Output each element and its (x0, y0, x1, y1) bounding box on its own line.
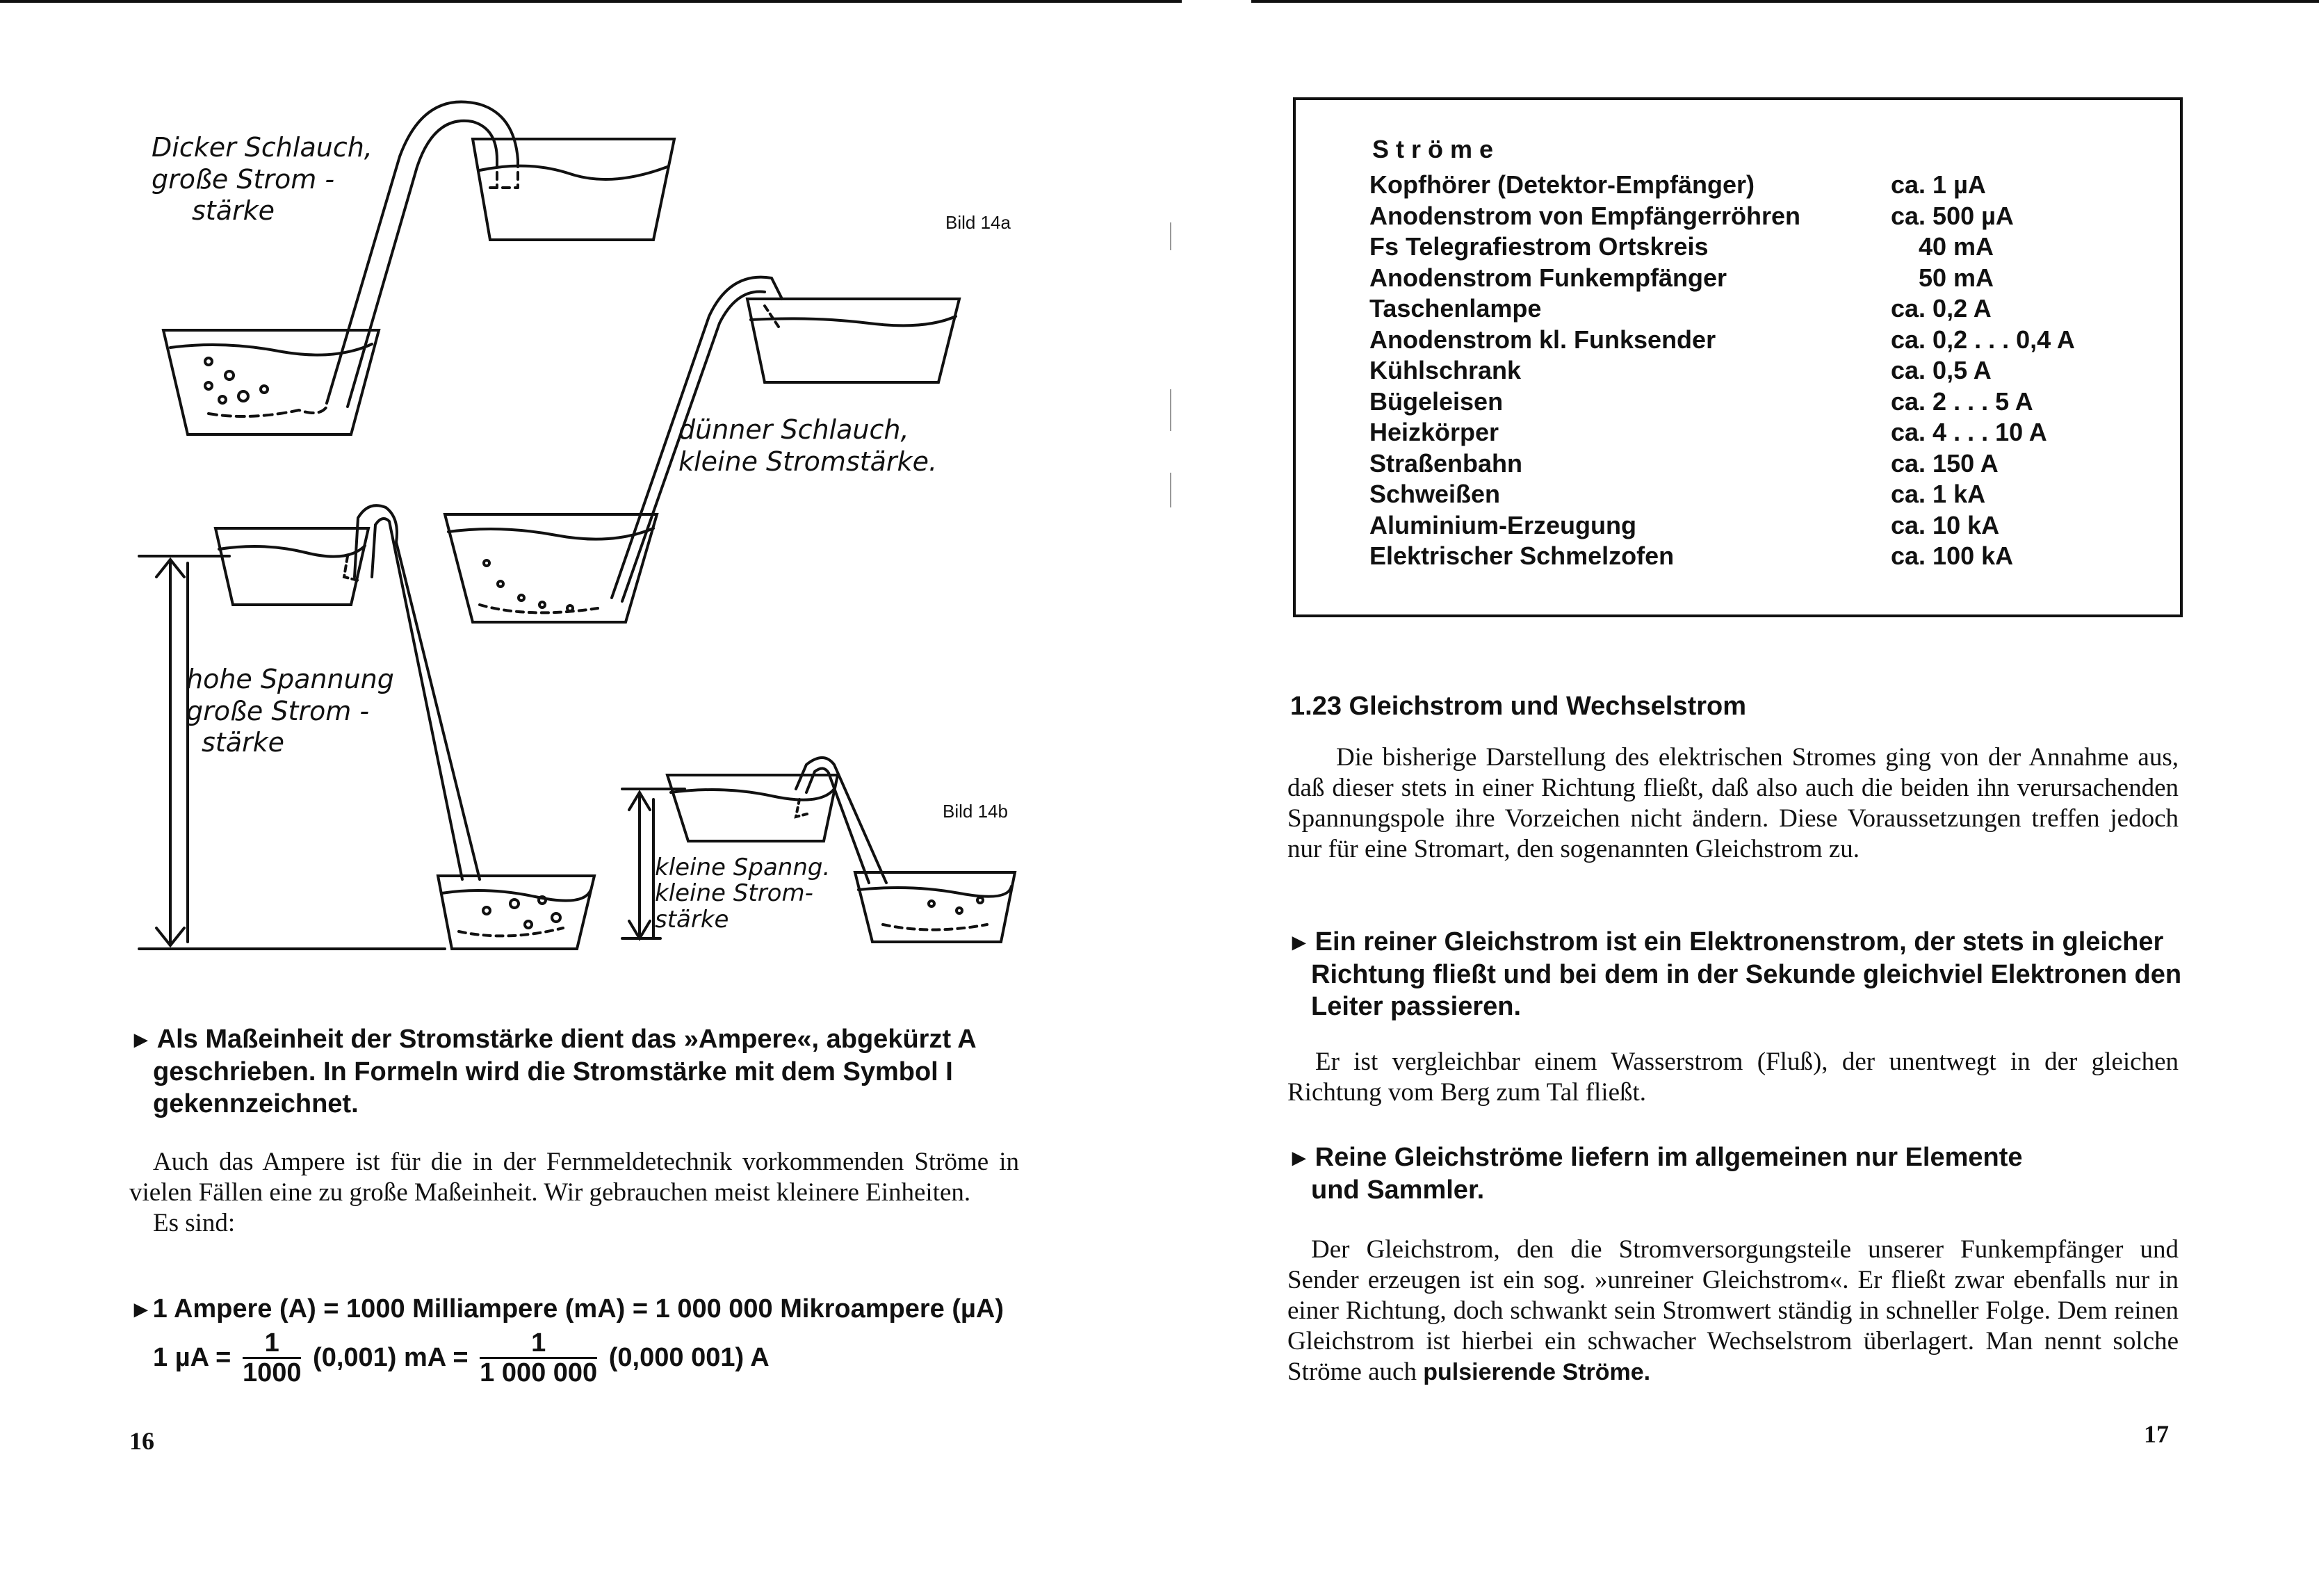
table-row: Schweißen ca. 1 kA (1369, 480, 1986, 509)
formula-ampere-conversion: ►1 Ampere (A) = 1000 Milliampere (mA) = 1 000 000 Mikroampere (µA) (129, 1294, 1004, 1324)
fraction-1-over-1000: $\frac{1}{1000}$ (242, 1328, 302, 1387)
page-number-right: 17 (2144, 1420, 2169, 1448)
body-paragraph-wasserstrom: Er ist vergleichbar einem Wasserstrom (Fluß), der unentwegt in der gleichen Richtung vom Berg zum Tal fließt. (1287, 1048, 2179, 1107)
table-row: Anodenstrom kl. Funksender ca. 0,2 . . . 0,4 A (1369, 325, 2075, 354)
body-paragraph-gleichstrom: Die bisherige Darstellung des elektrischen Stromes ging von der Annahme aus, daß dieser stets in einer Richtung fließt, daß also auch die beiden ihn verursachenden Spannungspole ihre Vorzeichen nicht ändern. Diese Voraussetzungen treffen jedoch nur für eine Stromart, den sogenannten Gleichstrom zu. (1287, 743, 2179, 863)
triangle-marker-icon: ► (1287, 1145, 1311, 1171)
table-row: Aluminium-Erzeugung ca. 10 kA (1369, 510, 2000, 539)
page-number-left: 16 (129, 1427, 154, 1455)
caption-bild-14b: Bild 14b (943, 801, 1008, 822)
table-row: Straßenbahn ca. 150 A (1369, 448, 1999, 478)
body-paragraph-unreiner-gleichstrom: Der Gleichstrom, den die Stromversorgungsteile unserer Funkempfänger und Sender erzeugen ist ein sog. »unreiner Gleichstrom«. Er fließt zwar ebenfalls nur in einer Richtung, doch schwankt sein Stromwert ständig in schneller Folge. Dem reinen Gleichstrom ist hierbei ein schwacher Wechselstrom überlagert. Man nennt solche Ströme auch pulsierende Ströme. (1287, 1235, 2179, 1386)
table-row: Heizkörper ca. 4 . . . 10 A (1369, 418, 2047, 447)
table-row: Kopfhörer (Detektor-Empfänger) ca. 1 µA (1369, 170, 1986, 200)
table-row: Taschenlampe ca. 0,2 A (1369, 294, 1992, 323)
margin-mark (1170, 222, 1171, 250)
table-row: Bügeleisen ca. 2 . . . 5 A (1369, 386, 2033, 416)
label-hohe-spannung: hohe Spannung große Strom - stärke (186, 664, 394, 758)
top-border-right (1251, 0, 2319, 3)
rule-ampere-definition: ► Als Maßeinheit der Stromstärke dient das »Ampere«, abgekürzt A geschrieben. In Formeln wird die Stromstärke mit dem Symbol I gekennzeichnet. (129, 1025, 977, 1118)
rule-reiner-gleichstrom: ► Ein reiner Gleichstrom ist ein Elektronenstrom, der stets in gleicher Richtung fließt und bei dem in der Sekunde gleichviel Elektronen den Leiter passieren. (1287, 927, 2182, 1021)
label-kleine-spannung: kleine Spanng. kleine Strom- stärke (655, 854, 831, 934)
section-heading: 1.23 Gleichstrom und Wechselstrom (1290, 692, 1747, 721)
table-row: Fs Telegrafiestrom Ortskreis 40 mA (1369, 232, 1994, 261)
table-row: Anodenstrom Funkempfänger 50 mA (1369, 263, 1994, 292)
caption-bild-14a: Bild 14a (945, 212, 1011, 233)
formula-microampere-fraction: 1 µA = $\frac{1}{1000}$ (0,001) mA = $\frac{1}{1 000 000}$ (0,000 001) A (153, 1328, 770, 1387)
triangle-marker-icon: ► (129, 1296, 153, 1323)
label-duenner-schlauch: dünner Schlauch, kleine Stromstärke. (678, 414, 938, 477)
triangle-marker-icon: ► (129, 1027, 153, 1053)
rule-elemente-sammler: ► Reine Gleichströme liefern im allgemeinen nur Elemente und Sammler. (1287, 1143, 2023, 1205)
currents-table (1369, 170, 2134, 572)
body-paragraph-ampere: Auch das Ampere ist für die in der Fernmeldetechnik vorkommenden Ströme in vielen Fällen eine zu große Maßeinheit. Wir gebrauchen meist kleinere Einheiten. Es sind: (129, 1148, 1019, 1237)
margin-mark (1170, 389, 1171, 431)
label-dicker-schlauch: Dicker Schlauch, große Strom - stärke (152, 132, 373, 227)
currents-table-box (1293, 97, 2183, 617)
table-title: Ströme (1372, 135, 1501, 163)
table-row: Elektrischer Schmelzofen ca. 100 kA (1369, 542, 2014, 571)
triangle-marker-icon: ► (1287, 929, 1311, 956)
table-row: Anodenstrom von Empfängerröhren ca. 500 µA (1369, 201, 2014, 230)
margin-mark (1170, 473, 1171, 507)
table-row: Kühlschrank ca. 0,5 A (1369, 356, 1992, 385)
fraction-1-over-1000000: $\frac{1}{1 000 000}$ (480, 1328, 598, 1387)
